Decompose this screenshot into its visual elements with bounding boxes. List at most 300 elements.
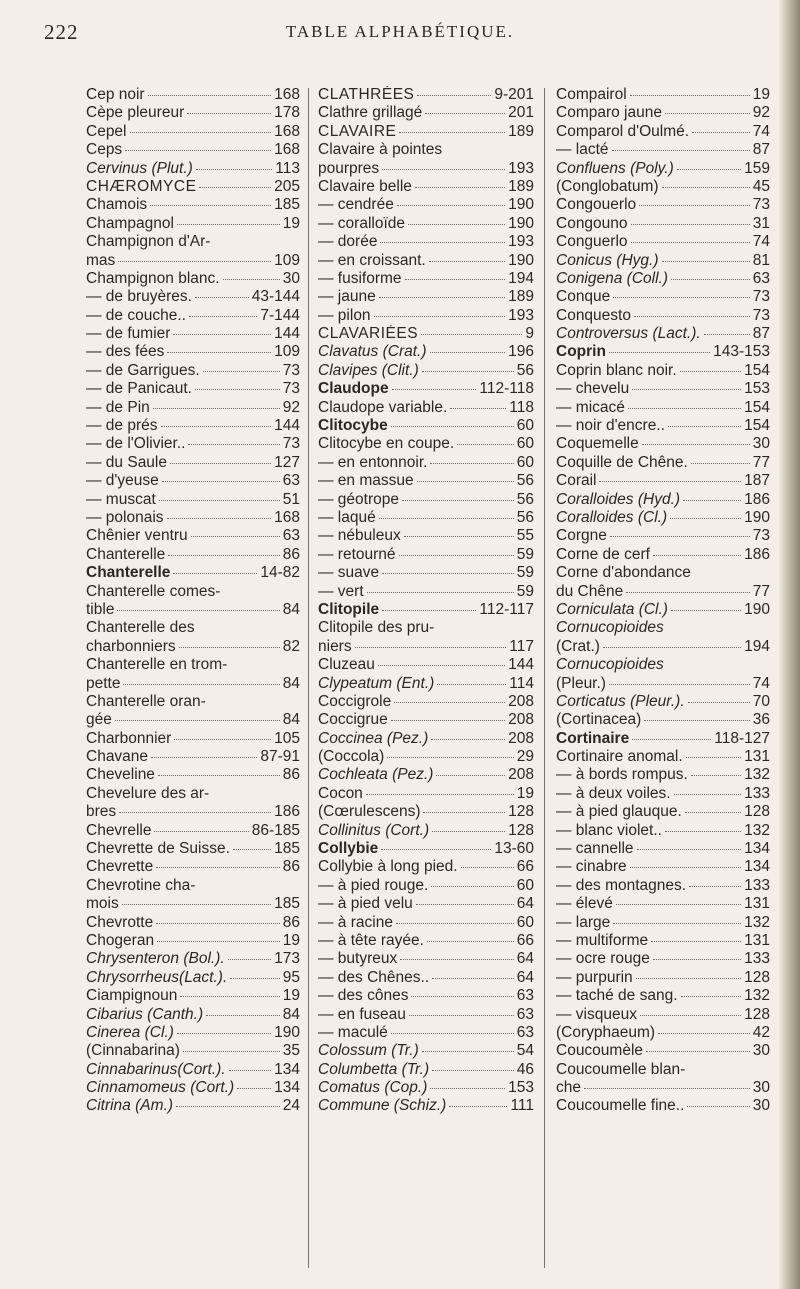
- entry-page-ref: 82: [282, 637, 300, 655]
- entry-term: Coquille de Chêne.: [556, 453, 688, 471]
- entry-page-ref: 84: [282, 600, 300, 618]
- index-entry: [86, 141, 300, 159]
- entry-page-ref: 178: [274, 104, 300, 122]
- entry-page-ref: 87: [752, 141, 770, 159]
- entry-page-ref: 134: [274, 1060, 300, 1078]
- entry-page-ref: 194: [508, 269, 534, 287]
- entry-term: Clitocybe en coupe.: [318, 435, 455, 453]
- entry-page-ref: 30: [282, 269, 300, 287]
- leader-dots: [367, 592, 514, 593]
- entry-page-ref: 131: [744, 931, 770, 949]
- leader-dots: [391, 426, 514, 427]
- index-entry: [86, 233, 300, 251]
- index-entry: [86, 399, 300, 417]
- entry-page-ref: 29: [516, 748, 534, 766]
- index-entry: [556, 104, 770, 122]
- entry-term: — des cônes: [318, 987, 409, 1005]
- entry-page-ref: 154: [744, 361, 770, 379]
- entry-term: Clypeatum (Ent.): [318, 674, 435, 692]
- leader-dots: [125, 150, 271, 151]
- index-entry: [86, 1024, 300, 1042]
- entry-page-ref: 194: [744, 637, 770, 655]
- entry-page-ref: 168: [274, 86, 300, 103]
- leader-dots: [461, 867, 514, 868]
- leader-dots: [382, 169, 505, 170]
- leader-dots: [631, 224, 750, 225]
- leader-dots: [691, 775, 741, 776]
- index-entry: [556, 840, 770, 858]
- entry-page-ref: 190: [744, 508, 770, 526]
- entry-term: Clitopile des pru-: [318, 619, 435, 637]
- entry-page-ref: 208: [508, 729, 534, 747]
- entry-page-ref: 86: [282, 858, 300, 876]
- entry-page-ref: 132: [744, 913, 770, 931]
- leader-dots: [382, 610, 476, 611]
- index-entry: [556, 270, 770, 288]
- index-entry: [318, 785, 534, 803]
- index-entry: [556, 491, 770, 509]
- index-entry: [318, 858, 534, 876]
- entry-term: Chevrette de Suisse.: [86, 840, 230, 858]
- index-entry: [556, 472, 770, 490]
- index-entry: [556, 1024, 770, 1042]
- entry-term: Comparo jaune: [556, 104, 662, 122]
- index-entry: [556, 233, 770, 251]
- index-entry: [318, 86, 534, 104]
- leader-dots: [189, 316, 257, 317]
- entry-page-ref: 153: [744, 380, 770, 398]
- leader-dots: [399, 132, 505, 133]
- index-entry: [556, 619, 770, 637]
- index-entry: [86, 803, 300, 821]
- entry-page-ref: 144: [274, 325, 300, 343]
- index-entry: [86, 785, 300, 803]
- leader-dots: [391, 1033, 514, 1034]
- entry-term: — blanc violet..: [556, 821, 662, 839]
- entry-term: Cinnabarinus(Cort.).: [86, 1060, 226, 1078]
- index-entry: [318, 969, 534, 987]
- entry-page-ref: 81: [752, 251, 770, 269]
- entry-page-ref: 77: [752, 453, 770, 471]
- entry-term: — purpurin: [556, 968, 633, 986]
- entry-page-ref: 128: [744, 968, 770, 986]
- index-entry: [556, 693, 770, 711]
- entry-term: CLATHRÉES: [318, 86, 415, 103]
- index-entry: [556, 877, 770, 895]
- entry-page-ref: 112-117: [479, 600, 534, 618]
- leader-dots: [399, 555, 514, 556]
- index-entry: [318, 123, 534, 141]
- entry-term: charbonniers: [86, 637, 176, 655]
- entry-page-ref: 127: [274, 453, 300, 471]
- leader-dots: [396, 923, 514, 924]
- entry-term: Charbonnier: [86, 729, 172, 747]
- index-entry: [556, 785, 770, 803]
- page-header: [0, 8, 800, 48]
- leader-dots: [118, 261, 271, 262]
- entry-page-ref: 168: [274, 141, 300, 159]
- entry-page-ref: 19: [516, 784, 534, 802]
- leader-dots: [450, 408, 506, 409]
- entry-page-ref: 109: [274, 251, 300, 269]
- leader-dots: [457, 444, 514, 445]
- index-entry: [318, 1079, 534, 1097]
- index-entry: [556, 546, 770, 564]
- entry-page-ref: 132: [744, 987, 770, 1005]
- entry-term: Chanterelle en trom-: [86, 656, 228, 674]
- index-entry: [318, 656, 534, 674]
- entry-term: Corgne: [556, 527, 607, 545]
- entry-page-ref: 42: [752, 1023, 770, 1041]
- entry-term: Chevrotine cha-: [86, 876, 196, 894]
- leader-dots: [612, 150, 750, 151]
- entry-term: Chênier ventru: [86, 527, 188, 545]
- index-entry: [318, 252, 534, 270]
- entry-term: Clavaire à pointes: [318, 141, 443, 159]
- leader-dots: [603, 647, 741, 648]
- leader-dots: [613, 923, 741, 924]
- index-entry: [318, 748, 534, 766]
- entry-term: — de l'Olivier..: [86, 435, 186, 453]
- entry-term: — coralloïde: [318, 214, 406, 232]
- leader-dots: [397, 205, 505, 206]
- page-edge-shadow: [778, 0, 800, 1289]
- leader-dots: [425, 113, 505, 114]
- index-entry: [318, 619, 534, 637]
- index-entry: [556, 950, 770, 968]
- entry-page-ref: 133: [744, 950, 770, 968]
- leader-dots: [436, 775, 505, 776]
- leader-dots: [151, 757, 257, 758]
- entry-page-ref: 87-91: [260, 748, 300, 766]
- entry-term: Coprin blanc noir.: [556, 361, 677, 379]
- leader-dots: [431, 739, 505, 740]
- leader-dots: [237, 1088, 271, 1089]
- entry-page-ref: 73: [282, 361, 300, 379]
- entry-term: — visqueux: [556, 1005, 637, 1023]
- entry-page-ref: 30: [752, 1097, 770, 1115]
- entry-term: — cinabre: [556, 858, 627, 876]
- entry-page-ref: 55: [516, 527, 534, 545]
- entry-term: — des fées: [86, 343, 165, 361]
- index-entry: [318, 583, 534, 601]
- index-entry: [86, 288, 300, 306]
- leader-dots: [382, 573, 514, 574]
- entry-term: (Coccola): [318, 748, 385, 766]
- entry-term: Chrysenteron (Bol.).: [86, 950, 225, 968]
- entry-term: Claudope: [318, 380, 389, 398]
- index-entry: [86, 215, 300, 233]
- entry-term: Conque: [556, 288, 611, 306]
- leader-dots: [122, 904, 271, 905]
- entry-term: Ciampignoun: [86, 987, 178, 1005]
- index-entry: [556, 86, 770, 104]
- entry-page-ref: 73: [752, 196, 770, 214]
- entry-page-ref: 86: [282, 913, 300, 931]
- index-entry: [556, 711, 770, 729]
- index-entry: [86, 877, 300, 895]
- entry-term: — dorée: [318, 233, 378, 251]
- entry-term: Confluens (Poly.): [556, 159, 674, 177]
- entry-term: Corticatus (Pleur.).: [556, 692, 685, 710]
- entry-page-ref: 134: [274, 1079, 300, 1097]
- leader-dots: [662, 187, 750, 188]
- entry-term: — en fuseau: [318, 1005, 406, 1023]
- index-entry: [86, 895, 300, 913]
- leader-dots: [173, 334, 271, 335]
- index-entry: [556, 803, 770, 821]
- entry-page-ref: 56: [516, 472, 534, 490]
- leader-dots: [177, 224, 280, 225]
- leader-dots: [685, 812, 741, 813]
- entry-term: — pilon: [318, 306, 371, 324]
- entry-page-ref: 60: [516, 913, 534, 931]
- leader-dots: [380, 242, 505, 243]
- entry-page-ref: 189: [508, 288, 534, 306]
- leader-dots: [168, 555, 279, 556]
- entry-page-ref: 144: [274, 417, 300, 435]
- leader-dots: [199, 187, 271, 188]
- leader-dots: [417, 481, 514, 482]
- leader-dots: [170, 463, 271, 464]
- leader-dots: [665, 113, 750, 114]
- index-entry: [318, 601, 534, 619]
- entry-page-ref: 51: [282, 490, 300, 508]
- entry-term: — suave: [318, 564, 380, 582]
- entry-term: Cochleata (Pez.): [318, 766, 434, 784]
- entry-page-ref: 208: [508, 766, 534, 784]
- entry-term: — en entonnoir.: [318, 453, 428, 471]
- entry-term: Cornucopioides: [556, 619, 664, 637]
- entry-page-ref: 208: [508, 692, 534, 710]
- leader-dots: [422, 371, 514, 372]
- index-entry: [86, 1079, 300, 1097]
- leader-dots: [430, 352, 506, 353]
- index-entry: [556, 748, 770, 766]
- leader-dots: [188, 444, 279, 445]
- entry-term: — retourné: [318, 545, 396, 563]
- entry-page-ref: 73: [752, 288, 770, 306]
- entry-term: Cocon: [318, 784, 363, 802]
- column-divider: [544, 88, 545, 1268]
- entry-term: — chevelu: [556, 380, 630, 398]
- entry-term: Chevelure des ar-: [86, 784, 210, 802]
- entry-page-ref: 144: [508, 656, 534, 674]
- entry-term: bres: [86, 803, 117, 821]
- index-entry: [556, 435, 770, 453]
- index-entry: [318, 1006, 534, 1024]
- leader-dots: [431, 886, 513, 887]
- entry-page-ref: 186: [744, 490, 770, 508]
- entry-term: Collybie: [318, 840, 379, 858]
- leader-dots: [379, 518, 514, 519]
- entry-term: gée: [86, 711, 112, 729]
- entry-page-ref: 30: [752, 1042, 770, 1060]
- entry-page-ref: 56: [516, 508, 534, 526]
- index-entry: [86, 435, 300, 453]
- entry-term: tible: [86, 600, 115, 618]
- entry-page-ref: 77: [752, 582, 770, 600]
- entry-term: CHÆROMYCE: [86, 177, 197, 195]
- entry-term: — de fumier: [86, 325, 171, 343]
- index-entry: [318, 288, 534, 306]
- leader-dots: [409, 1015, 514, 1016]
- index-entry: [318, 932, 534, 950]
- index-entry: [86, 564, 300, 582]
- entry-term: Controversus (Lact.).: [556, 325, 701, 343]
- leader-dots: [394, 702, 505, 703]
- entry-term: Clavatus (Crat.): [318, 343, 427, 361]
- leader-dots: [196, 169, 272, 170]
- leader-dots: [651, 941, 741, 942]
- entry-term: — de Garrigues.: [86, 361, 200, 379]
- index-entry: [318, 564, 534, 582]
- leader-dots: [632, 389, 741, 390]
- entry-page-ref: 185: [274, 895, 300, 913]
- entry-page-ref: 73: [752, 527, 770, 545]
- entry-page-ref: 63: [516, 987, 534, 1005]
- entry-term: Coccigrole: [318, 692, 392, 710]
- entry-term: — des Chênes..: [318, 968, 430, 986]
- index-entry: [86, 325, 300, 343]
- leader-dots: [636, 978, 741, 979]
- index-entry: [318, 399, 534, 417]
- entry-term: (Coryphaeum): [556, 1023, 656, 1041]
- entry-page-ref: 60: [516, 435, 534, 453]
- leader-dots: [148, 95, 272, 96]
- entry-page-ref: 208: [508, 711, 534, 729]
- entry-page-ref: 185: [274, 196, 300, 214]
- entry-term: — micacé: [556, 398, 625, 416]
- entry-term: Congouerlo: [556, 196, 637, 214]
- leader-dots: [683, 500, 741, 501]
- entry-term: — nébuleux: [318, 527, 401, 545]
- entry-page-ref: 186: [274, 803, 300, 821]
- leader-dots: [119, 812, 271, 813]
- leader-dots: [150, 205, 271, 206]
- entry-page-ref: 205: [274, 177, 300, 195]
- leader-dots: [228, 959, 271, 960]
- entry-page-ref: 193: [508, 306, 534, 324]
- entry-page-ref: 35: [282, 1042, 300, 1060]
- entry-page-ref: 7-144: [260, 306, 300, 324]
- leader-dots: [639, 205, 750, 206]
- entry-term: — vert: [318, 582, 364, 600]
- entry-page-ref: 92: [752, 104, 770, 122]
- leader-dots: [671, 279, 750, 280]
- entry-page-ref: 113: [275, 159, 300, 177]
- entry-term: Cortinaire anomal.: [556, 748, 683, 766]
- index-entry: [318, 491, 534, 509]
- leader-dots: [117, 610, 279, 611]
- entry-page-ref: 128: [744, 803, 770, 821]
- entry-page-ref: 105: [274, 729, 300, 747]
- leader-dots: [154, 831, 248, 832]
- entry-page-ref: 70: [752, 692, 770, 710]
- entry-term: — lacté: [556, 141, 609, 159]
- index-entry: [556, 307, 770, 325]
- index-entry: [556, 362, 770, 380]
- entry-page-ref: 66: [516, 931, 534, 949]
- leader-dots: [191, 536, 280, 537]
- entry-term: Champagnol: [86, 214, 174, 232]
- entry-page-ref: 112-118: [479, 380, 534, 398]
- leader-dots: [653, 959, 741, 960]
- leader-dots: [671, 610, 741, 611]
- entry-page-ref: 168: [274, 508, 300, 526]
- index-entry: [86, 730, 300, 748]
- index-entry: [318, 196, 534, 214]
- entry-term: Corne d'abondance: [556, 564, 691, 582]
- entry-page-ref: 74: [752, 233, 770, 251]
- page-number: 222: [44, 20, 79, 44]
- index-entry: [318, 840, 534, 858]
- index-entry: [86, 711, 300, 729]
- entry-page-ref: 13-60: [494, 840, 534, 858]
- index-entry: [86, 1042, 300, 1060]
- entry-page-ref: 84: [282, 1005, 300, 1023]
- index-entry: [318, 693, 534, 711]
- entry-term: — jaune: [318, 288, 376, 306]
- index-entry: [86, 417, 300, 435]
- leader-dots: [176, 1106, 280, 1107]
- entry-term: — à pied glauque.: [556, 803, 682, 821]
- entry-term: Commune (Schiz.): [318, 1097, 447, 1115]
- leader-dots: [158, 775, 280, 776]
- entry-page-ref: 190: [508, 214, 534, 232]
- entry-term: — en massue: [318, 472, 414, 490]
- index-entry: [556, 380, 770, 398]
- leader-dots: [206, 1015, 280, 1016]
- index-entry: [86, 656, 300, 674]
- leader-dots: [400, 959, 513, 960]
- leader-dots: [167, 352, 271, 353]
- leader-dots: [415, 187, 505, 188]
- entry-term: Chanterelle: [86, 545, 166, 563]
- leader-dots: [183, 1051, 280, 1052]
- entry-term: Chogeran: [86, 931, 155, 949]
- leader-dots: [156, 867, 280, 868]
- entry-term: — cannelle: [556, 840, 634, 858]
- index-column-3: [556, 86, 770, 1116]
- index-entry: [556, 509, 770, 527]
- entry-term: — à bords rompus.: [556, 766, 688, 784]
- index-entry: [318, 380, 534, 398]
- leader-dots: [704, 334, 750, 335]
- leader-dots: [691, 463, 750, 464]
- entry-term: Cepel: [86, 122, 127, 140]
- entry-term: Columbetta (Tr.): [318, 1060, 430, 1078]
- index-entry: [556, 160, 770, 178]
- index-entry: [86, 914, 300, 932]
- entry-term: Colossum (Tr.): [318, 1042, 419, 1060]
- index-entry: [86, 362, 300, 380]
- leader-dots: [670, 518, 741, 519]
- index-entry: [556, 858, 770, 876]
- index-entry: [86, 196, 300, 214]
- leader-dots: [665, 831, 741, 832]
- index-entry: [556, 1079, 770, 1097]
- entry-page-ref: 133: [744, 876, 770, 894]
- index-entry: [318, 343, 534, 361]
- index-entry: [86, 583, 300, 601]
- index-entry: [318, 895, 534, 913]
- entry-term: Cep noir: [86, 86, 145, 103]
- entry-term: — polonais: [86, 508, 164, 526]
- entry-term: Corail: [556, 472, 597, 490]
- entry-page-ref: 59: [516, 564, 534, 582]
- index-entry: [556, 399, 770, 417]
